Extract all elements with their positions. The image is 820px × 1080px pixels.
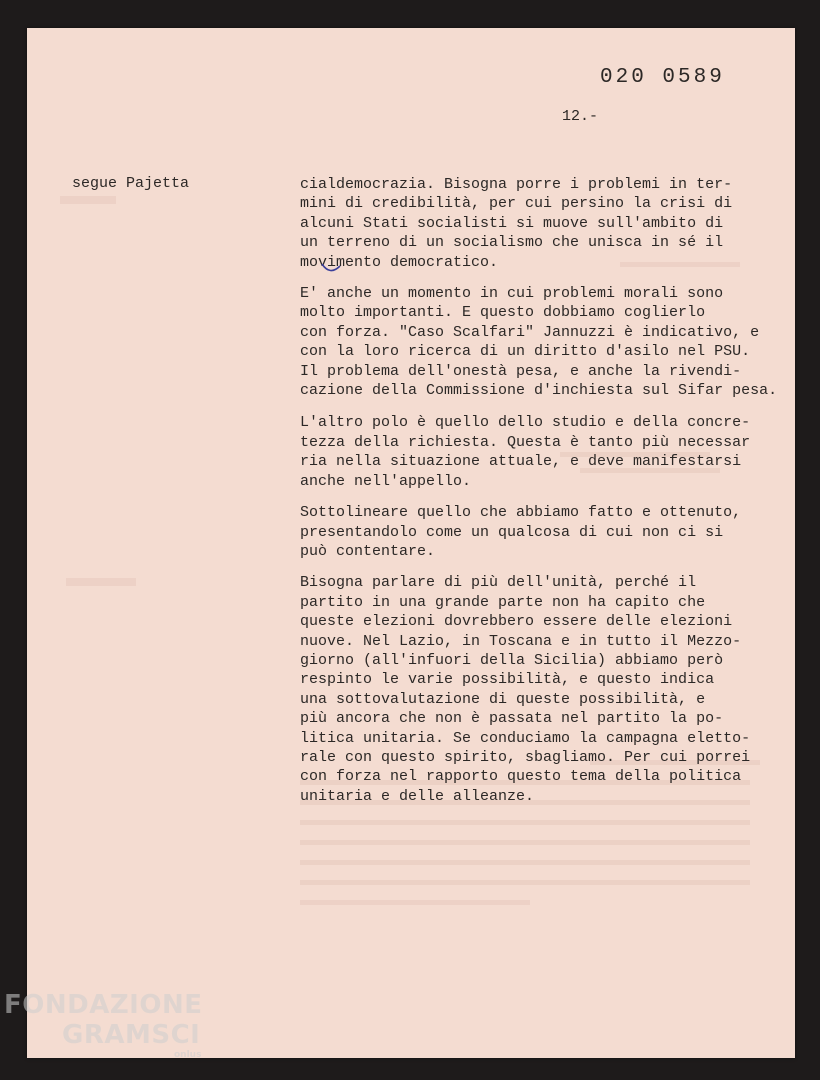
text-line: anche nell'appello. [300,472,472,490]
text-line: unitaria e delle alleanze. [300,787,535,805]
text-line: movimento democratico. [300,253,499,271]
watermark-line: FONDAZIONE [4,990,203,1020]
text-line: più ancora che non è passata nel partito la po- [300,710,724,728]
text-line: L'altro polo è quello dello studio e della concre- [300,414,751,432]
text-line: ria nella situazione attuale, e deve manifestarsi [300,453,742,471]
text-line: con la loro ricerca di un diritto d'asilo nel PSU. [300,343,751,361]
text-line: un terreno di un socialismo che unisca in sé il [300,234,724,252]
text-line: Il problema dell'onestà pesa, e anche la rivendi- [300,362,742,380]
text-line: mini di credibilità, per cui persino la crisi di [300,195,733,213]
watermark-line: GRAMSCI [62,1020,201,1050]
archive-number: 020 0589 [600,66,725,89]
speaker-note: segue Pajetta [72,175,190,192]
text-line: nuove. Nel Lazio, in Toscana e in tutto il Mezzo- [300,632,742,650]
text-line: cialdemocrazia. Bisogna porre i problemi in ter- [300,176,733,193]
page-number: 12.- [562,108,599,125]
watermark-line: onlus [174,1050,202,1060]
text-line: Bisogna parlare di più dell'unità, perché il [300,574,697,592]
text-line: rale con questo spirito, sbagliamo. Per cui porrei [300,748,751,766]
text-line: molto importanti. E questo dobbiamo coglierlo [300,304,706,322]
text-line: Sottolineare quello che abbiamo fatto e ottenuto, [300,504,742,522]
text-line: partito in una grande parte non ha capito che [300,593,706,611]
text-line: con forza nel rapporto questo tema della politica [300,768,742,786]
text-line: con forza. "Caso Scalfari" Jannuzzi è indicativo, e [300,323,760,341]
text-line: giorno (all'infuori della Sicilia) abbiamo però [300,651,724,669]
text-line: litica unitaria. Se conduciamo la campagna eletto- [300,729,751,747]
text-line: cazione della Commissione d'inchiesta sul Sifar pesa. [300,382,778,400]
text-line: alcuni Stati socialisti si muove sull'ambito di [300,214,724,232]
watermark-logo [4,990,202,1060]
text-line: E' anche un momento in cui problemi morali sono [300,285,724,303]
text-line: una sottovalutazione di queste possibilità, e [300,690,706,708]
text-line: queste elezioni dovrebbero essere delle elezioni [300,613,733,631]
text-line: presentandolo come un qualcosa di cui non ci si [300,523,724,541]
text-line: può contentare. [300,542,436,560]
text-line: respinto le varie possibilità, e questo indica [300,671,715,689]
text-line: tezza della richiesta. Questa è tanto più necessar [300,433,751,451]
